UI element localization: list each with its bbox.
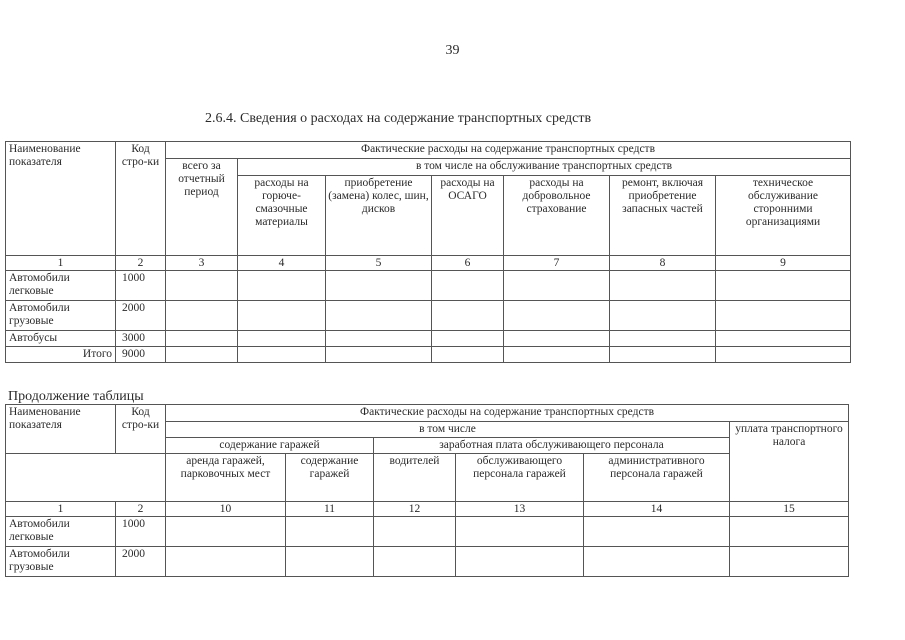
data-cell bbox=[432, 301, 504, 331]
header-row-code: Код стро-ки bbox=[116, 142, 166, 256]
header-spacer bbox=[6, 454, 166, 502]
column-number: 14 bbox=[584, 502, 730, 517]
continuation-label: Продолжение таблицы bbox=[8, 389, 144, 404]
header-drivers: водителей bbox=[374, 454, 456, 502]
column-number: 13 bbox=[456, 502, 584, 517]
data-cell bbox=[166, 271, 238, 301]
data-cell bbox=[716, 347, 851, 363]
column-number: 4 bbox=[238, 256, 326, 271]
header-including: в том числе bbox=[166, 422, 730, 438]
header-admin-staff: административного персонала гаражей bbox=[584, 454, 730, 502]
header-osago-expenses: расходы на ОСАГО bbox=[432, 176, 504, 256]
data-cell bbox=[286, 517, 374, 547]
data-cell bbox=[610, 331, 716, 347]
column-number: 8 bbox=[610, 256, 716, 271]
data-cell bbox=[432, 271, 504, 301]
data-cell bbox=[238, 271, 326, 301]
data-cell bbox=[166, 301, 238, 331]
page-number: 39 bbox=[445, 43, 460, 58]
row-code: 3000 bbox=[116, 331, 166, 347]
data-cell bbox=[326, 331, 432, 347]
data-cell bbox=[504, 331, 610, 347]
header-actual-expenses: Фактические расходы на содержание транспортных средств bbox=[166, 405, 849, 422]
column-number: 3 bbox=[166, 256, 238, 271]
data-cell bbox=[286, 547, 374, 577]
data-cell bbox=[374, 517, 456, 547]
data-cell bbox=[730, 547, 849, 577]
row-name: Автомобили легковые bbox=[6, 517, 116, 547]
table-row bbox=[6, 301, 851, 331]
table-row bbox=[6, 517, 849, 547]
column-number: 6 bbox=[432, 256, 504, 271]
data-cell bbox=[432, 331, 504, 347]
data-cell bbox=[584, 547, 730, 577]
data-cell bbox=[456, 517, 584, 547]
data-cell bbox=[504, 301, 610, 331]
data-cell bbox=[432, 347, 504, 363]
header-repair: ремонт, включая приобретение запасных частей bbox=[610, 176, 716, 256]
data-cell bbox=[166, 547, 286, 577]
header-actual-expenses: Фактические расходы на содержание транспортных средств bbox=[166, 142, 851, 159]
data-cell bbox=[730, 517, 849, 547]
data-cell bbox=[456, 547, 584, 577]
data-cell bbox=[238, 331, 326, 347]
data-cell bbox=[584, 517, 730, 547]
column-number: 1 bbox=[6, 502, 116, 517]
expenses-table-continuation bbox=[5, 404, 849, 577]
row-code: 2000 bbox=[116, 301, 166, 331]
data-cell bbox=[610, 271, 716, 301]
column-number: 11 bbox=[286, 502, 374, 517]
header-garage-upkeep-group: содержание гаражей bbox=[166, 438, 374, 454]
row-code: 1000 bbox=[116, 271, 166, 301]
header-including-service: в том числе на обслуживание транспортных средств bbox=[238, 159, 851, 176]
data-cell bbox=[504, 347, 610, 363]
row-name: Автомобили легковые bbox=[6, 271, 116, 301]
row-code: 1000 bbox=[116, 517, 166, 547]
header-service-staff: обслуживающего персонала гаражей bbox=[456, 454, 584, 502]
data-cell bbox=[326, 271, 432, 301]
data-cell bbox=[166, 347, 238, 363]
row-code: 9000 bbox=[116, 347, 166, 363]
data-cell bbox=[716, 331, 851, 347]
table-row bbox=[6, 271, 851, 301]
row-code: 2000 bbox=[116, 547, 166, 577]
header-transport-tax: уплата транспортного налога bbox=[730, 422, 849, 502]
data-cell bbox=[374, 547, 456, 577]
header-staff-salary-group: заработная плата обслуживающего персонала bbox=[374, 438, 730, 454]
data-cell bbox=[166, 517, 286, 547]
row-name: Итого bbox=[6, 347, 116, 363]
header-wheels-purchase: приобретение (замена) колес, шин, дисков bbox=[326, 176, 432, 256]
header-indicator-name: Наименование показателя bbox=[6, 142, 116, 256]
header-indicator-name: Наименование показателя bbox=[6, 405, 116, 454]
header-garage-upkeep: содержание гаражей bbox=[286, 454, 374, 502]
column-number: 2 bbox=[116, 502, 166, 517]
header-total-period: всего за отчетный период bbox=[166, 159, 238, 256]
data-cell bbox=[504, 271, 610, 301]
data-cell bbox=[238, 347, 326, 363]
header-fuel-expenses: расходы на горюче-смазочные материалы bbox=[238, 176, 326, 256]
table-row-total bbox=[6, 347, 851, 363]
column-number: 15 bbox=[730, 502, 849, 517]
row-name: Автомобили грузовые bbox=[6, 547, 116, 577]
data-cell bbox=[716, 271, 851, 301]
header-garage-rent: аренда гаражей, парковочных мест bbox=[166, 454, 286, 502]
row-name: Автомобили грузовые bbox=[6, 301, 116, 331]
header-voluntary-insurance: расходы на добровольное страхование bbox=[504, 176, 610, 256]
column-number: 1 bbox=[6, 256, 116, 271]
column-number: 7 bbox=[504, 256, 610, 271]
data-cell bbox=[166, 331, 238, 347]
row-name: Автобусы bbox=[6, 331, 116, 347]
data-cell bbox=[326, 301, 432, 331]
expenses-table bbox=[5, 141, 851, 363]
section-heading: 2.6.4. Сведения о расходах на содержание транспортных средств bbox=[205, 111, 592, 126]
data-cell bbox=[238, 301, 326, 331]
data-cell bbox=[610, 347, 716, 363]
column-number: 2 bbox=[116, 256, 166, 271]
table-row bbox=[6, 331, 851, 347]
column-number: 12 bbox=[374, 502, 456, 517]
header-technical-service: техническое обслуживание сторонними организациями bbox=[716, 176, 851, 256]
data-cell bbox=[610, 301, 716, 331]
column-number: 5 bbox=[326, 256, 432, 271]
table-row bbox=[6, 547, 849, 577]
data-cell bbox=[716, 301, 851, 331]
header-row-code: Код стро-ки bbox=[116, 405, 166, 454]
column-number: 9 bbox=[716, 256, 851, 271]
data-cell bbox=[326, 347, 432, 363]
column-number: 10 bbox=[166, 502, 286, 517]
